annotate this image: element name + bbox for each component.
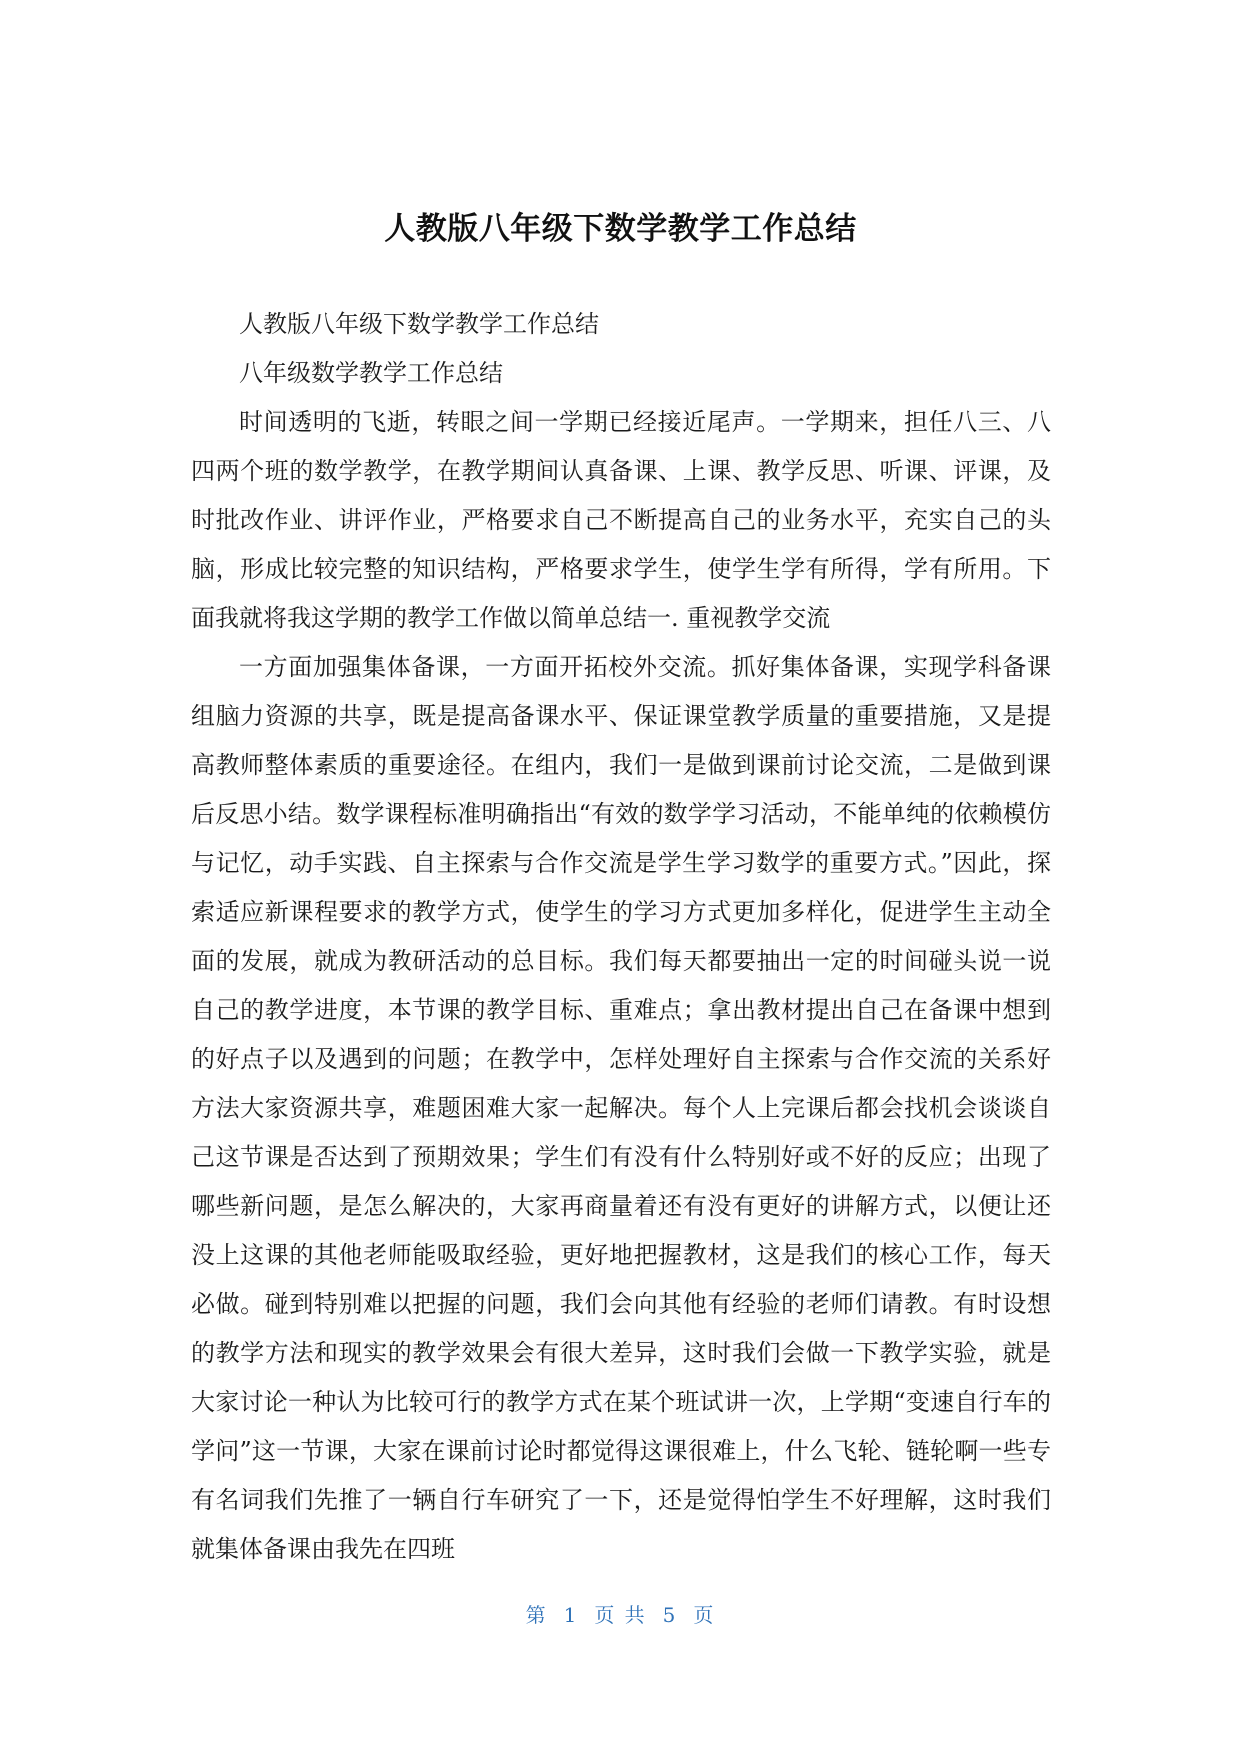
- footer-total-pages: 5: [662, 1603, 678, 1627]
- document-title: 人教版八年级下数学教学工作总结: [384, 210, 857, 247]
- footer-suffix: 页: [693, 1603, 716, 1627]
- document-body: [191, 300, 1051, 1574]
- paragraph-intro: 时间透明的飞逝，转眼之间一学期已经接近尾声。一学期来，担任八三、八四两个班的数学教学，在教学期间认真备课、上课、教学反思、听课、评课，及时批改作业、讲评作业，严格要求自己不断提高自己的业务水平，充实自己的头脑，形成比较完整的知识结构，严格要求学生，使学生学有所得，学有所用。下面我就将我这学期的教学工作做以简单总结一. 重视教学交流: [191, 408, 1051, 632]
- page-footer: [0, 1601, 1241, 1629]
- paragraph-subtitle: 八年级数学教学工作总结: [239, 359, 503, 387]
- paragraph-main: 一方面加强集体备课，一方面开拓校外交流。抓好集体备课，实现学科备课组脑力资源的共享，既是提高备课水平、保证课堂教学质量的重要措施，又是提高教师整体素质的重要途径。在组内，我们一是做到课前讨论交流，二是做到课后反思小结。数学课程标准明确指出“有效的数学学习活动，不能单纯的依赖模仿与记忆，动手实践、自主探索与合作交流是学生学习数学的重要方式。”因此，探索适应新课程要求的教学方式，使学生的学习方式更加多样化，促进学生主动全面的发展，就成为教研活动的总目标。我们每天都要抽出一定的时间碰头说一说自己的教学进度，本节课的教学目标、重难点；拿出教材提出自己在备课中想到的好点子以及遇到的问题；在教学中，怎样处理好自主探索与合作交流的关系好方法大家资源共享，难题困难大家一起解决。每个人上完课后都会找机会谈谈自己这节课是否达到了预期效果；学生们有没有什么特别好或不好的反应；出现了哪些新问题，是怎么解决的，大家再商量着还有没有更好的讲解方式，以便让还没上这课的其他老师能吸取经验，更好地把握教材，这是我们的核心工作，每天必做。碰到特别难以把握的问题，我们会向其他有经验的老师们请教。有时设想的教学方法和现实的教学效果会有很大差异，这时我们会做一下教学实验，就是大家讨论一种认为比较可行的教学方式在某个班试讲一次，上学期“变速自行车的学问”这一节课，大家在课前讨论时都觉得这课很难上，什么飞轮、链轮啊一些专有名词我们先推了一辆自行车研究了一下，还是觉得怕学生不好理解，这时我们就集体备课由我先在四班: [191, 653, 1051, 1563]
- footer-prefix: 第: [525, 1603, 548, 1627]
- footer-current-page: 1: [563, 1603, 579, 1627]
- paragraph-heading-repeat: 人教版八年级下数学教学工作总结: [239, 310, 599, 338]
- footer-mid: 页 共: [594, 1603, 647, 1627]
